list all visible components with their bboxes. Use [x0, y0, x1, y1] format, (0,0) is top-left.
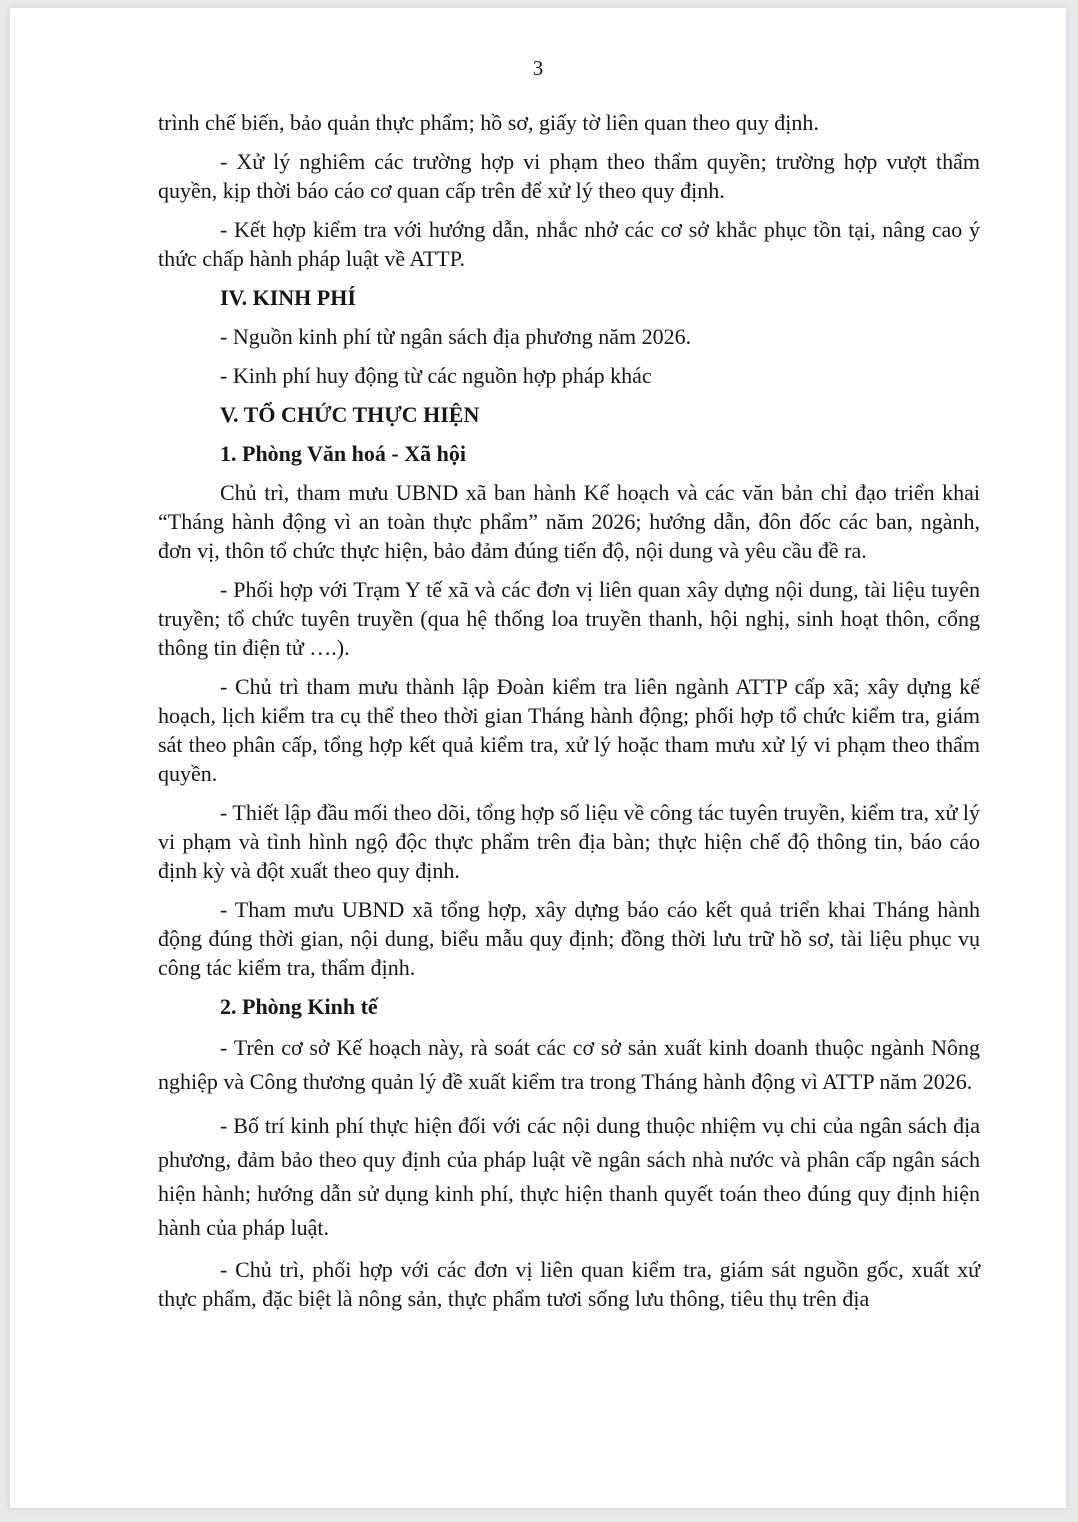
paragraph-economy-origin-check: - Chủ trì, phối hợp với các đơn vị liên quan kiểm tra, giám sát nguồn gốc, xuất xứ thực phẩm, đặc biệt là nông sản, thực phẩm tươi sống lưu thông, tiêu thụ trên địa: [158, 1257, 980, 1311]
paragraph-violation-handling: - Xử lý nghiêm các trường hợp vi phạm theo thẩm quyền; trường hợp vượt thẩm quyền, kịp thời báo cáo cơ quan cấp trên để xử lý theo quy định.: [158, 149, 980, 203]
subsection-heading-culture-society: 1. Phòng Văn hoá - Xã hội: [220, 441, 466, 466]
paragraph-inspection-guidance: - Kết hợp kiểm tra với hướng dẫn, nhắc nhở các cơ sở khắc phục tồn tại, nâng cao ý thức chấp hành pháp luật về ATTP.: [158, 217, 980, 271]
paragraph-economy-review: - Trên cơ sở Kế hoạch này, rà soát các cơ sở sản xuất kinh doanh thuộc ngành Nông nghiệp và Công thương quản lý đề xuất kiểm tra trong Tháng hành động vì ATTP năm 2026.: [158, 1035, 980, 1094]
document-body: [158, 108, 980, 1323]
paragraph-economy-funding: - Bố trí kinh phí thực hiện đối với các nội dung thuộc nhiệm vụ chi của ngân sách địa phương, đảm bảo theo quy định của pháp luật về ngân sách nhà nước và phân cấp ngân sách hiện hành; hướng dẫn sử dụng kinh phí, thực hiện thanh quyết toán theo đúng quy định hiện hành của pháp luật.: [158, 1113, 980, 1240]
paragraph-culture-propaganda: - Phối hợp với Trạm Y tế xã và các đơn vị liên quan xây dựng nội dung, tài liệu tuyên truyền; tổ chức tuyên truyền (qua hệ thống loa truyền thanh, hội nghị, sinh hoạt thôn, cổng thông tin điện tử ….).: [158, 577, 980, 660]
paragraph-funding-local: - Nguồn kinh phí từ ngân sách địa phương năm 2026.: [220, 324, 692, 349]
paragraph-continuation: trình chế biến, bảo quản thực phẩm; hồ sơ, giấy tờ liên quan theo quy định.: [158, 110, 819, 135]
paragraph-culture-reporting: - Tham mưu UBND xã tổng hợp, xây dựng báo cáo kết quả triển khai Tháng hành động đúng thời gian, nội dung, biểu mẫu quy định; đồng thời lưu trữ hồ sơ, tài liệu phục vụ công tác kiểm tra, thẩm định.: [158, 897, 980, 980]
paragraph-culture-inspection-team: - Chủ trì tham mưu thành lập Đoàn kiểm tra liên ngành ATTP cấp xã; xây dựng kế hoạch, lịch kiểm tra cụ thể theo thời gian Tháng hành động; phối hợp tổ chức kiểm tra, giám sát theo phân cấp, tổng hợp kết quả kiểm tra, xử lý hoặc tham mưu xử lý vi phạm theo thẩm quyền.: [158, 674, 980, 786]
paragraph-culture-monitoring: - Thiết lập đầu mối theo dõi, tổng hợp số liệu về công tác tuyên truyền, kiểm tra, xử lý vi phạm và tình hình ngộ độc thực phẩm trên địa bàn; thực hiện chế độ thông tin, báo cáo định kỳ và đột xuất theo quy định.: [158, 800, 980, 883]
paragraph-funding-other: - Kinh phí huy động từ các nguồn hợp pháp khác: [220, 363, 652, 388]
subsection-heading-economy: 2. Phòng Kinh tế: [220, 994, 378, 1019]
document-page: [10, 8, 1066, 1508]
paragraph-culture-lead: Chủ trì, tham mưu UBND xã ban hành Kế hoạch và các văn bản chỉ đạo triển khai “Tháng hành động vì an toàn thực phẩm” năm 2026; hướng dẫn, đôn đốc các ban, ngành, đơn vị, thôn tổ chức thực hiện, bảo đảm đúng tiến độ, nội dung và yêu cầu đề ra.: [158, 480, 980, 563]
section-heading-implementation: V. TỔ CHỨC THỰC HIỆN: [220, 402, 480, 427]
section-heading-funding: IV. KINH PHÍ: [220, 285, 356, 310]
page-number: 3: [532, 56, 544, 80]
